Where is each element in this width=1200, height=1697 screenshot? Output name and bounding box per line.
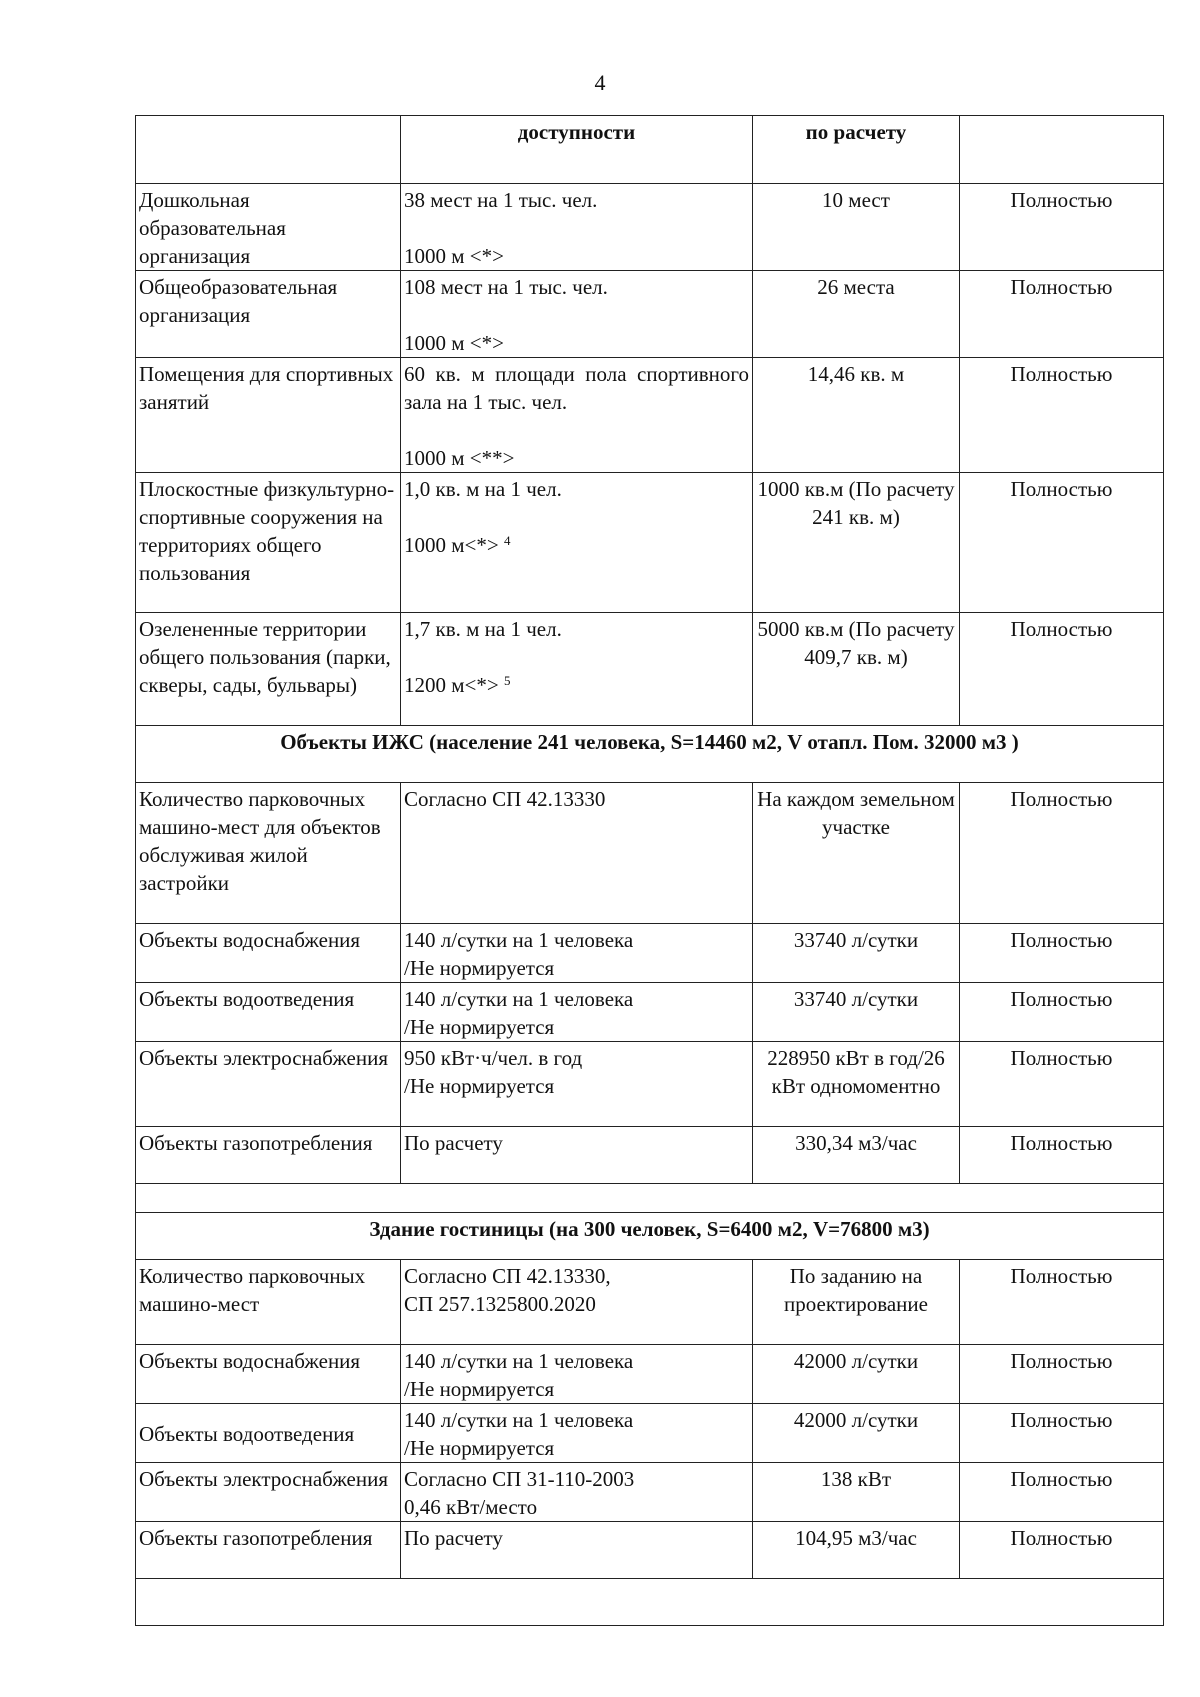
object-name: Количество парковочных машино-мест для объектов обслуживая жилой застройки — [136, 783, 401, 924]
norm-distance: 1000 м <*> — [404, 331, 504, 355]
empty-row — [136, 1184, 1164, 1213]
provision-status: Полностью — [960, 783, 1164, 924]
norm-note: /Не нормируется — [404, 1436, 555, 1460]
table-row — [136, 473, 1164, 613]
norm-cell — [401, 184, 753, 271]
object-name: Объекты водоотведения — [136, 983, 401, 1042]
norm-value: 38 мест на 1 тыс. чел. — [404, 188, 598, 212]
object-name: Объекты водоснабжения — [136, 1345, 401, 1404]
table-row — [136, 271, 1164, 358]
table-row — [136, 983, 1164, 1042]
provision-status: Полностью — [960, 1260, 1164, 1345]
norm-cell — [401, 613, 753, 726]
norms-table — [135, 115, 1164, 1626]
header-cell-empty — [960, 116, 1164, 184]
calculated-value: 26 места — [753, 271, 960, 358]
calculated-value: 42000 л/сутки — [753, 1404, 960, 1463]
section-header-row — [136, 726, 1164, 783]
norm-distance: 1000 м<*> — [404, 533, 499, 557]
object-name: Количество парковочных машино-мест — [136, 1260, 401, 1345]
norm-value: Согласно СП 31-110-2003 — [404, 1467, 635, 1491]
table-row — [136, 358, 1164, 473]
object-name: Дошкольная образовательная организация — [136, 184, 401, 271]
norm-note: /Не нормируется — [404, 1015, 555, 1039]
norm-value: По расчету — [401, 1522, 753, 1579]
calculated-value: 10 мест — [753, 184, 960, 271]
header-cell-availability: доступности — [401, 116, 753, 184]
norm-note: /Не нормируется — [404, 1377, 555, 1401]
norm-value: 140 л/сутки на 1 человека — [404, 928, 634, 952]
header-cell-calculation: по расчету — [753, 116, 960, 184]
table-row — [136, 1522, 1164, 1579]
table-row — [136, 613, 1164, 726]
provision-status: Полностью — [960, 1345, 1164, 1404]
calculated-value: На каждом земельном участке — [753, 783, 960, 924]
norm-value: 140 л/сутки на 1 человека — [404, 1408, 634, 1432]
table-header-row — [136, 116, 1164, 184]
norm-cell — [401, 1463, 753, 1522]
object-name: Объекты электроснабжения — [136, 1042, 401, 1127]
table-row — [136, 1042, 1164, 1127]
empty-row — [136, 1579, 1164, 1626]
norm-note: /Не нормируется — [404, 1074, 555, 1098]
object-name: Объекты водоснабжения — [136, 924, 401, 983]
provision-status: Полностью — [960, 473, 1164, 613]
empty-cell — [136, 1579, 1164, 1626]
object-name: Помещения для спортивных занятий — [136, 358, 401, 473]
table-row — [136, 1404, 1164, 1463]
norm-cell — [401, 473, 753, 613]
provision-status: Полностью — [960, 358, 1164, 473]
section-header-row — [136, 1213, 1164, 1260]
table-row — [136, 1127, 1164, 1184]
provision-status: Полностью — [960, 983, 1164, 1042]
provision-status: Полностью — [960, 613, 1164, 726]
norm-cell — [401, 924, 753, 983]
header-cell-empty — [136, 116, 401, 184]
norm-distance: 1000 м <**> — [404, 446, 515, 470]
calculated-value: 5000 кв.м (По расчету 409,7 кв. м) — [753, 613, 960, 726]
norm-cell — [401, 358, 753, 473]
table-row — [136, 184, 1164, 271]
norm-cell — [401, 983, 753, 1042]
norm-note: СП 257.1325800.2020 — [404, 1292, 596, 1316]
norm-cell — [401, 1404, 753, 1463]
provision-status: Полностью — [960, 184, 1164, 271]
provision-status: Полностью — [960, 1127, 1164, 1184]
provision-status: Полностью — [960, 1404, 1164, 1463]
norm-distance: 1000 м <*> — [404, 244, 504, 268]
norm-value: Согласно СП 42.13330 — [401, 783, 753, 924]
calculated-value: 138 кВт — [753, 1463, 960, 1522]
calculated-value: 33740 л/сутки — [753, 983, 960, 1042]
object-name: Объекты водоотведения — [136, 1404, 401, 1463]
table-row — [136, 783, 1164, 924]
object-name: Объекты газопотребления — [136, 1127, 401, 1184]
calculated-value: 104,95 м3/час — [753, 1522, 960, 1579]
object-name: Плоскостные физкультурно-спортивные сооружения на территориях общего пользования — [136, 473, 401, 613]
norm-value: 140 л/сутки на 1 человека — [404, 1349, 634, 1373]
provision-status: Полностью — [960, 1522, 1164, 1579]
calculated-value: 228950 кВт в год/26 кВт одномоментно — [753, 1042, 960, 1127]
section-title: Здание гостиницы (на 300 человек, S=6400 м2, V=76800 м3) — [136, 1213, 1164, 1260]
calculated-value: 1000 кв.м (По расчету 241 кв. м) — [753, 473, 960, 613]
norm-value: 140 л/сутки на 1 человека — [404, 987, 634, 1011]
norm-value: Согласно СП 42.13330, — [404, 1264, 611, 1288]
provision-status: Полностью — [960, 1463, 1164, 1522]
calculated-value: 330,34 м3/час — [753, 1127, 960, 1184]
norm-cell — [401, 1260, 753, 1345]
norm-value: 60 кв. м площади пола спортивного зала на 1 тыс. чел. — [404, 362, 749, 414]
empty-cell — [136, 1184, 1164, 1213]
norm-cell — [401, 1345, 753, 1404]
norm-value: По расчету — [401, 1127, 753, 1184]
table-row — [136, 1463, 1164, 1522]
norm-note: /Не нормируется — [404, 956, 555, 980]
object-name: Общеобразовательная организация — [136, 271, 401, 358]
provision-status: Полностью — [960, 1042, 1164, 1127]
norm-distance: 1200 м<*> — [404, 673, 499, 697]
norm-note: 0,46 кВт/место — [404, 1495, 538, 1519]
calculated-value: 42000 л/сутки — [753, 1345, 960, 1404]
table-row — [136, 924, 1164, 983]
norm-cell — [401, 271, 753, 358]
footnote-marker: 4 — [503, 533, 511, 548]
calculated-value: 14,46 кв. м — [753, 358, 960, 473]
footnote-marker: 5 — [503, 673, 511, 688]
calculated-value: По заданию на проектирование — [753, 1260, 960, 1345]
norm-value: 950 кВт·ч/чел. в год — [404, 1046, 583, 1070]
norm-value: 108 мест на 1 тыс. чел. — [404, 275, 608, 299]
section-title: Объекты ИЖС (население 241 человека, S=14460 м2, V отапл. Пом. 32000 м3 ) — [136, 726, 1164, 783]
provision-status: Полностью — [960, 271, 1164, 358]
norm-value: 1,0 кв. м на 1 чел. — [404, 477, 562, 501]
norm-value: 1,7 кв. м на 1 чел. — [404, 617, 562, 641]
norm-cell — [401, 1042, 753, 1127]
provision-status: Полностью — [960, 924, 1164, 983]
table-row — [136, 1345, 1164, 1404]
table-row — [136, 1260, 1164, 1345]
object-name: Объекты электроснабжения — [136, 1463, 401, 1522]
calculated-value: 33740 л/сутки — [753, 924, 960, 983]
page-number: 4 — [594, 70, 606, 95]
object-name: Озелененные территории общего пользования (парки, скверы, сады, бульвары) — [136, 613, 401, 726]
object-name: Объекты газопотребления — [136, 1522, 401, 1579]
